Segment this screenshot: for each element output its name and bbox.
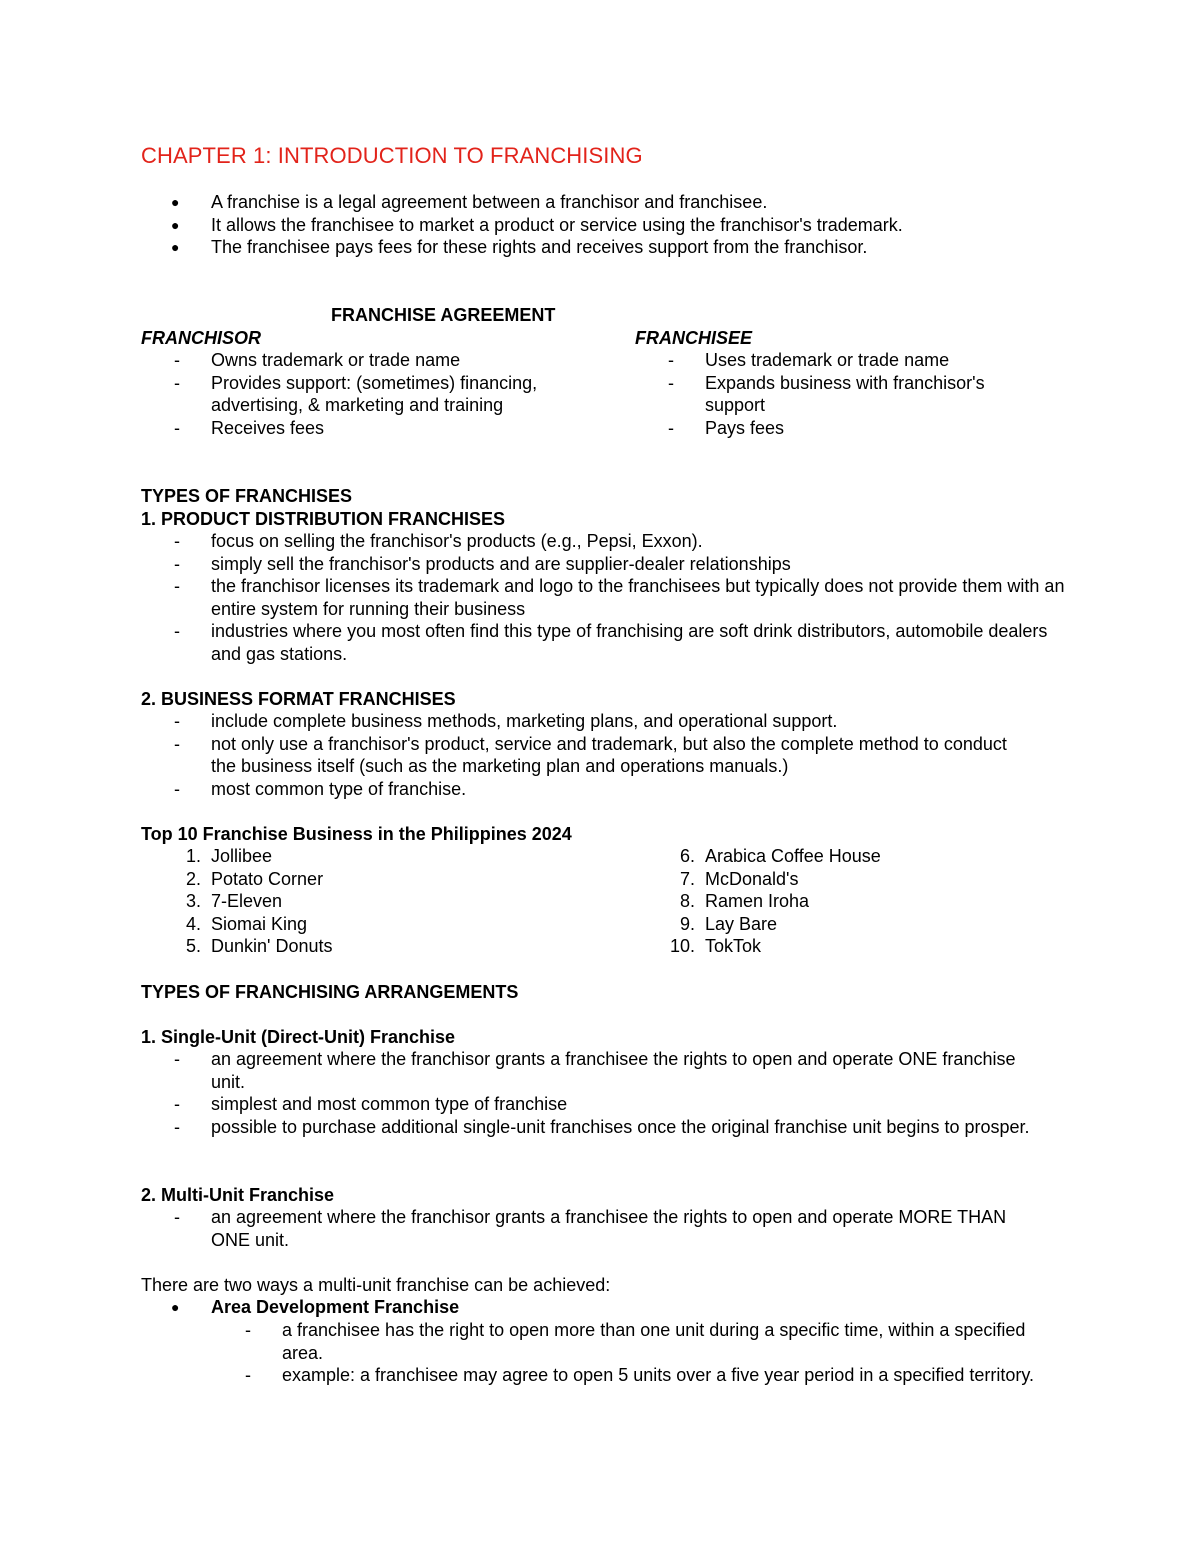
- list-item: - possible to purchase additional single-unit franchises once the original franchise unit begins to prosper.: [174, 1116, 1030, 1137]
- list-number: 1.: [185, 846, 201, 866]
- list-item: - Receives fees: [174, 417, 325, 438]
- list-item: - Pays fees: [668, 417, 785, 438]
- list-item: 3. 7-Eleven: [211, 890, 611, 913]
- bullet-icon: ●: [171, 216, 180, 233]
- dash-icon: -: [174, 1207, 180, 1227]
- list-number: 4.: [185, 913, 201, 934]
- dash-icon: -: [245, 1365, 251, 1386]
- list-item: 2. Potato Corner: [211, 868, 611, 891]
- franchisor-list: [174, 349, 571, 439]
- top10-left-list: [185, 845, 611, 958]
- list-item: ● A franchise is a legal agreement between a franchisor and franchisee.: [171, 192, 768, 212]
- dash-icon: -: [174, 350, 180, 370]
- dash-icon: -: [174, 553, 180, 574]
- list-item: ● It allows the franchisee to market a product or service using the franchisor's trademark.: [171, 214, 903, 235]
- top10-right-list: [669, 845, 1105, 958]
- list-item: 7. McDonald's: [705, 868, 1105, 891]
- agreement-heading: FRANCHISE AGREEMENT: [331, 305, 556, 325]
- dash-icon: -: [174, 531, 180, 551]
- top10-heading: Top 10 Franchise Business in the Philippines 2024: [141, 824, 572, 844]
- list-number: 3.: [185, 891, 201, 912]
- dash-icon: -: [174, 372, 180, 393]
- dash-icon: -: [668, 372, 674, 393]
- dash-icon: -: [174, 576, 180, 597]
- multi-unit-list: [174, 1206, 1041, 1251]
- list-item: - the franchisor licenses its trademark and logo to the franchisees but typically does not provide them with an entire system for running their business: [174, 576, 1065, 619]
- list-item: - Owns trademark or trade name: [174, 350, 461, 370]
- list-item: 5. Dunkin' Donuts: [211, 935, 611, 958]
- franchisor-label: FRANCHISOR: [141, 328, 261, 348]
- list-number: 7.: [679, 868, 695, 889]
- dash-icon: -: [174, 733, 180, 754]
- list-item: 9. Lay Bare: [705, 913, 1105, 936]
- business-format-list: [174, 710, 1031, 800]
- list-item: ● The franchisee pays fees for these rights and receives support from the franchisor.: [171, 237, 868, 258]
- list-item: - Uses trademark or trade name: [668, 350, 950, 370]
- list-item: [171, 1296, 1071, 1319]
- list-item: - Expands business with franchisor's support: [668, 372, 985, 416]
- list-item: - not only use a franchisor's product, service and trademark, but also the complete method to conduct the business itself (such as the marketing plan and operations manuals.): [174, 733, 1007, 777]
- list-item: - most common type of franchise.: [174, 778, 467, 799]
- area-development-list: [245, 1319, 1042, 1387]
- bullet-icon: ●: [171, 1299, 180, 1315]
- list-item: - an agreement where the franchisor grants a franchisee the rights to open and operate MORE THAN ONE unit.: [174, 1207, 1007, 1250]
- business-format-heading: 2. BUSINESS FORMAT FRANCHISES: [141, 689, 456, 709]
- types-heading: TYPES OF FRANCHISES: [141, 486, 353, 506]
- chapter-title: CHAPTER 1: INTRODUCTION TO FRANCHISING: [141, 143, 643, 168]
- list-item: - include complete business methods, marketing plans, and operational support.: [174, 711, 838, 731]
- list-item: - a franchisee has the right to open more than one unit during a specific time, within a specified area.: [245, 1320, 1026, 1363]
- single-unit-heading: 1. Single-Unit (Direct-Unit) Franchise: [141, 1027, 456, 1047]
- list-item: 8. Ramen Iroha: [705, 890, 1105, 913]
- dash-icon: -: [174, 1116, 180, 1137]
- franchisee-list: [668, 349, 1030, 439]
- dash-icon: -: [174, 417, 180, 438]
- dash-icon: -: [668, 417, 674, 438]
- list-number: 2.: [185, 868, 201, 889]
- dash-icon: -: [174, 1049, 180, 1069]
- intro-bullet-list: [171, 191, 1111, 259]
- list-item: - simply sell the franchisor's products and are supplier-dealer relationships: [174, 553, 791, 574]
- franchisee-label: FRANCHISEE: [635, 328, 753, 348]
- list-number: 10.: [669, 936, 695, 957]
- product-distribution-list: [174, 530, 1071, 666]
- dash-icon: -: [174, 1094, 180, 1115]
- list-item: 10. TokTok: [705, 935, 1105, 958]
- bullet-icon: ●: [171, 194, 180, 210]
- dash-icon: -: [174, 711, 180, 731]
- list-item: - industries where you most often find this type of franchising are soft drink distributors, automobile dealers and gas stations.: [174, 621, 1048, 664]
- multi-unit-heading: 2. Multi-Unit Franchise: [141, 1185, 335, 1205]
- multi-unit-ways-list: [171, 1296, 1071, 1319]
- list-item: - simplest and most common type of franchise: [174, 1094, 568, 1115]
- list-number: 8.: [679, 891, 695, 912]
- list-number: 6.: [679, 846, 695, 866]
- area-development-label: Area Development Franchise: [211, 1297, 460, 1317]
- bullet-icon: ●: [171, 239, 180, 256]
- dash-icon: -: [174, 621, 180, 642]
- list-item: - example: a franchisee may agree to open 5 units over a five year period in a specified territory.: [245, 1365, 1035, 1386]
- single-unit-list: [174, 1048, 1041, 1138]
- dash-icon: -: [245, 1320, 251, 1340]
- list-number: 9.: [679, 913, 695, 934]
- list-number: 5.: [185, 936, 201, 957]
- list-item: - focus on selling the franchisor's products (e.g., Pepsi, Exxon).: [174, 531, 703, 551]
- product-distribution-heading: 1. PRODUCT DISTRIBUTION FRANCHISES: [141, 509, 506, 529]
- list-item: - an agreement where the franchisor grants a franchisee the rights to open and operate ONE franchise unit.: [174, 1049, 1016, 1092]
- arrangements-heading: TYPES OF FRANCHISING ARRANGEMENTS: [141, 982, 519, 1002]
- list-item: 6. Arabica Coffee House: [705, 845, 1105, 868]
- list-item: - Provides support: (sometimes) financing, advertising, & marketing and training: [174, 372, 538, 416]
- list-item: 1. Jollibee: [211, 845, 611, 868]
- list-item: 4. Siomai King: [211, 913, 611, 936]
- dash-icon: -: [174, 778, 180, 799]
- multi-unit-ways-intro: There are two ways a multi-unit franchise can be achieved:: [141, 1275, 611, 1295]
- dash-icon: -: [668, 350, 674, 370]
